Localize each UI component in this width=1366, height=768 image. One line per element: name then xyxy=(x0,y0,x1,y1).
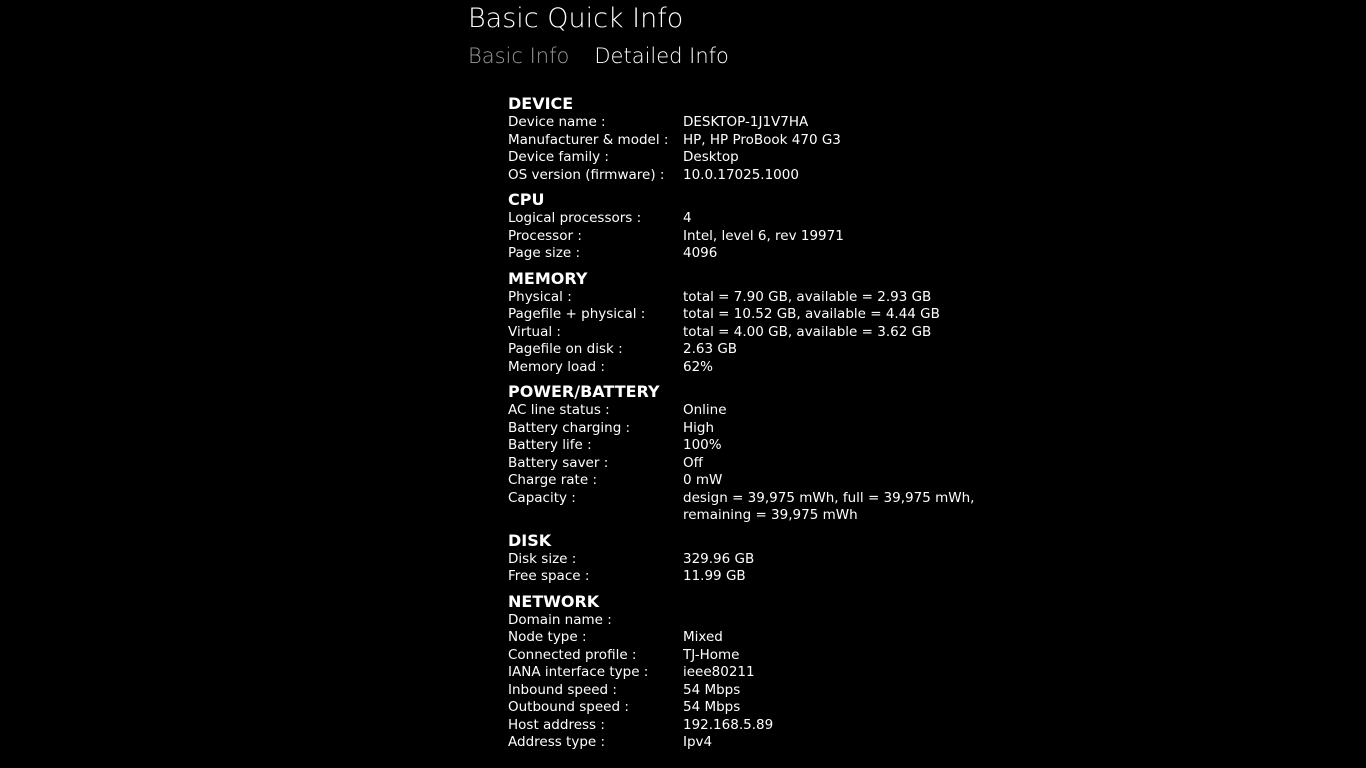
row-label: Inbound speed : xyxy=(508,681,617,698)
row-value: Online xyxy=(683,402,727,418)
info-row xyxy=(508,324,1068,342)
info-row xyxy=(508,228,1068,246)
row-value: total = 10.52 GB, available = 4.44 GB xyxy=(683,306,940,322)
capacity-line-1: design = 39,975 mWh, full = 39,975 mWh, xyxy=(683,489,975,506)
row-label: Virtual : xyxy=(508,323,561,340)
info-row xyxy=(508,359,1068,377)
row-value: Desktop xyxy=(683,149,739,165)
row-value: High xyxy=(683,419,715,436)
section-memory xyxy=(508,269,1068,377)
row-value: DESKTOP-1J1V7HA xyxy=(683,114,809,130)
info-row xyxy=(508,306,1068,324)
row-value: 192.168.5.89 xyxy=(683,716,774,733)
row-label: Device name : xyxy=(508,114,606,130)
row-label: OS version (firmware) : xyxy=(508,166,665,183)
row-value xyxy=(683,490,1068,525)
info-row xyxy=(508,149,1068,167)
tab-detailed-info[interactable]: Detailed Info xyxy=(594,44,729,68)
row-label: Pagefile + physical : xyxy=(508,306,646,322)
info-row xyxy=(508,490,1068,525)
info-row xyxy=(508,114,1068,132)
info-row xyxy=(508,472,1068,490)
row-label: Memory load : xyxy=(508,358,605,375)
info-row xyxy=(508,402,1068,420)
row-value: total = 4.00 GB, available = 3.62 GB xyxy=(683,323,932,340)
pivot-tabs xyxy=(468,44,729,76)
section-cpu xyxy=(508,190,1068,263)
row-label: Page size : xyxy=(508,245,580,261)
info-row xyxy=(508,167,1068,185)
row-label: Battery life : xyxy=(508,437,592,453)
row-value: 11.99 GB xyxy=(683,568,746,584)
info-row xyxy=(508,568,1068,586)
tab-basic-info[interactable]: Basic Info xyxy=(468,44,570,68)
row-value: 100% xyxy=(683,437,722,453)
row-label: Device family : xyxy=(508,149,609,165)
row-label: Address type : xyxy=(508,734,606,750)
section-disk xyxy=(508,531,1068,586)
row-value: TJ-Home xyxy=(683,646,740,663)
detailed-info-panel xyxy=(508,94,1068,758)
row-label: Capacity : xyxy=(508,489,576,506)
row-value xyxy=(683,612,1068,630)
info-row xyxy=(508,682,1068,700)
info-row xyxy=(508,664,1068,682)
row-value: Intel, level 6, rev 19971 xyxy=(683,227,844,244)
section-heading: MEMORY xyxy=(508,268,588,288)
info-row xyxy=(508,455,1068,473)
row-value: Ipv4 xyxy=(683,734,713,750)
info-row xyxy=(508,717,1068,735)
row-value: 329.96 GB xyxy=(683,550,755,567)
row-value: Mixed xyxy=(683,629,723,645)
row-value: 54 Mbps xyxy=(683,681,741,698)
section-heading: CPU xyxy=(508,190,545,209)
row-label: Node type : xyxy=(508,629,587,645)
app-title: Basic Quick Info xyxy=(468,3,684,34)
row-value: total = 7.90 GB, available = 2.93 GB xyxy=(683,288,932,305)
info-row xyxy=(508,420,1068,438)
info-row xyxy=(508,132,1068,150)
info-row xyxy=(508,699,1068,717)
row-value: 4 xyxy=(683,210,692,226)
row-value: ieee80211 xyxy=(683,664,755,680)
section-network xyxy=(508,592,1068,752)
row-label: Processor : xyxy=(508,227,582,244)
row-value: 10.0.17025.1000 xyxy=(683,166,799,183)
row-label: Battery saver : xyxy=(508,454,609,471)
row-label: Battery charging : xyxy=(508,419,631,436)
info-row xyxy=(508,210,1068,228)
row-value: 4096 xyxy=(683,245,718,261)
capacity-line-2: remaining = 39,975 mWh xyxy=(683,507,858,523)
row-value: 54 Mbps xyxy=(683,699,741,715)
row-label: Outbound speed : xyxy=(508,699,629,715)
row-label: Disk size : xyxy=(508,550,577,567)
row-label: Manufacturer & model : xyxy=(508,131,669,148)
section-heading: DEVICE xyxy=(508,94,574,113)
row-value: 62% xyxy=(683,358,714,375)
row-value: 2.63 GB xyxy=(683,341,738,357)
row-value: HP, HP ProBook 470 G3 xyxy=(683,131,841,148)
row-value: 0 mW xyxy=(683,472,723,488)
row-label: Physical : xyxy=(508,288,572,305)
section-device xyxy=(508,94,1068,184)
info-row xyxy=(508,629,1068,647)
row-value: Off xyxy=(683,454,703,471)
info-row xyxy=(508,551,1068,569)
row-label: AC line status : xyxy=(508,402,610,418)
section-heading: DISK xyxy=(508,530,552,550)
section-power-battery xyxy=(508,382,1068,525)
info-row xyxy=(508,437,1068,455)
row-label: Charge rate : xyxy=(508,472,597,488)
row-label: Free space : xyxy=(508,568,590,584)
row-label: Connected profile : xyxy=(508,646,637,663)
info-row xyxy=(508,734,1068,752)
info-row xyxy=(508,647,1068,665)
info-row xyxy=(508,341,1068,359)
row-label: IANA interface type : xyxy=(508,664,649,680)
section-heading: NETWORK xyxy=(508,591,600,611)
section-heading: POWER/BATTERY xyxy=(508,382,660,401)
info-row xyxy=(508,612,1068,630)
row-label: Logical processors : xyxy=(508,210,642,226)
row-label: Host address : xyxy=(508,716,605,733)
info-row xyxy=(508,245,1068,263)
row-label: Pagefile on disk : xyxy=(508,341,623,357)
row-label: Domain name : xyxy=(508,611,612,628)
info-row xyxy=(508,289,1068,307)
